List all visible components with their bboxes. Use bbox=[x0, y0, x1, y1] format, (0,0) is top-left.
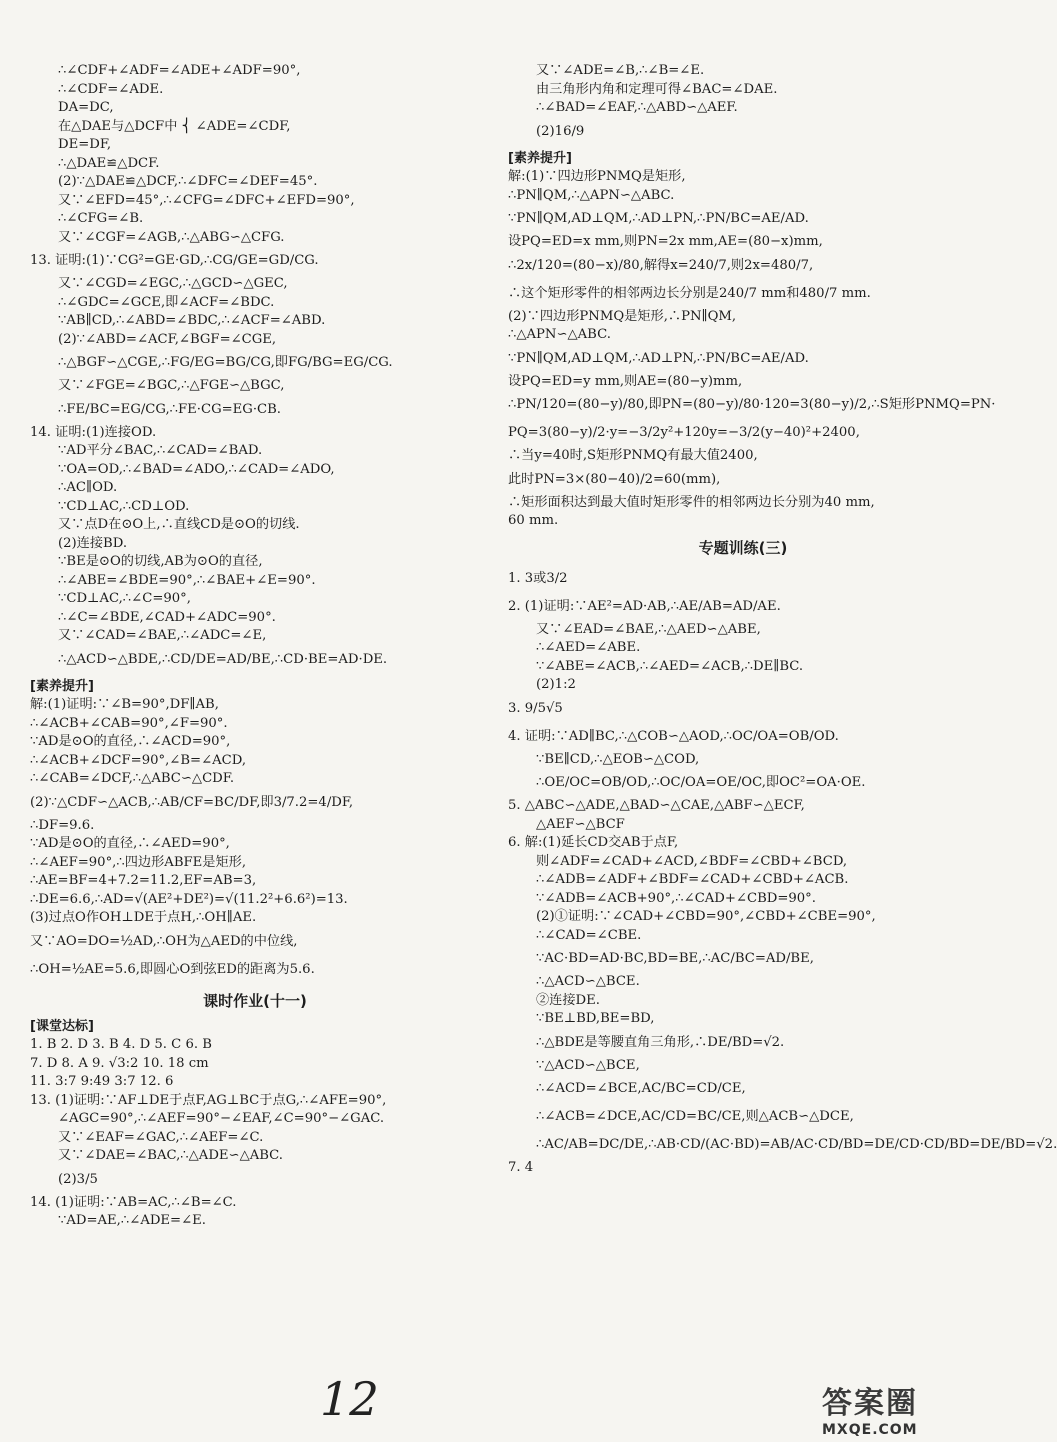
text-line: 又∵点D在⊙O上,∴直线CD是⊙O的切线. bbox=[58, 517, 300, 532]
text-line: (2)∵∠ABD=∠ACF,∠BGF=∠CGE, bbox=[58, 331, 277, 347]
left-column bbox=[30, 62, 480, 1231]
text-line: ∴∠CAB=∠DCF,∴△ABC∽△CDF. bbox=[30, 771, 235, 786]
text-line: ∴∠CFG=∠B. bbox=[58, 211, 144, 226]
text-line: ∴OH=½AE=5.6,即圆心O到弦ED的距离为5.6. bbox=[30, 961, 315, 977]
text-line: 此时PN=3×(80−40)/2=60(mm), bbox=[508, 471, 721, 487]
text-line: 11. 3:7 9:49 3:7 12. 6 bbox=[30, 1074, 174, 1089]
text-line: ∵∠ABE=∠ACB,∴∠AED=∠ACB,∴DE∥BC. bbox=[536, 658, 804, 674]
text-line: 4. 证明:∵AD∥BC,∴△COB∽△AOD,∴OC/OA=OB/OD. bbox=[508, 728, 839, 744]
text-line: 14. (1)证明:∵AB=AC,∴∠B=∠C. bbox=[30, 1194, 237, 1210]
text-line: ∴∠GDC=∠GCE,即∠ACF=∠BDC. bbox=[58, 294, 275, 310]
text-line: (3)过点O作OH⊥DE于点H,∴OH∥AE. bbox=[30, 910, 257, 925]
text-line: 又∵∠CAD=∠BAE,∴∠ADC=∠E, bbox=[58, 628, 267, 643]
text-line: ∵OA=OD,∴∠BAD=∠ADO,∴∠CAD=∠ADO, bbox=[58, 461, 335, 477]
text-line: [课堂达标] bbox=[30, 1018, 94, 1034]
text-line: (2)连接BD. bbox=[58, 535, 128, 551]
text-line: (2)①证明:∵∠CAD+∠CBD=90°,∠CBD+∠CBE=90°, bbox=[536, 909, 876, 924]
text-line: 解:(1)证明:∵∠B=90°,DF∥AB, bbox=[30, 697, 219, 712]
text-line: 7. D 8. A 9. √3:2 10. 18 cm bbox=[30, 1055, 209, 1071]
text-line: ∵BE是⊙O的切线,AB为⊙O的直径, bbox=[58, 554, 263, 569]
text-line: ∴当y=40时,S矩形PNMQ有最大值2400, bbox=[508, 448, 758, 463]
text-line: ∴∠ACB+∠CAB=90°,∠F=90°. bbox=[30, 715, 228, 731]
text-line: ∴∠ACD=∠BCE,AC/BC=CD/CE, bbox=[536, 1081, 746, 1096]
text-line: (2)3/5 bbox=[58, 1171, 98, 1187]
text-line: 设PQ=ED=x mm,则PN=2x mm,AE=(80−x)mm, bbox=[508, 234, 823, 249]
text-line: ∵CD⊥AC,∴CD⊥OD. bbox=[58, 498, 190, 514]
text-line: ∴∠ABE=∠BDE=90°,∴∠BAE+∠E=90°. bbox=[58, 572, 316, 588]
text-line: ∵AD是⊙O的直径,∴∠ACD=90°, bbox=[30, 734, 231, 749]
text-line: 2. (1)证明:∵AE²=AD·AB,∴AE/AB=AD/AE. bbox=[508, 598, 781, 614]
text-line: 又∵∠CGF=∠AGB,∴△ABG∽△CFG. bbox=[58, 229, 285, 245]
text-line: ∴∠AED=∠ABE. bbox=[536, 640, 641, 655]
text-line: ∵PN∥QM,AD⊥QM,∴AD⊥PN,∴PN/BC=AE/AD. bbox=[508, 211, 809, 226]
text-line: ∴DE=6.6,∴AD=√(AE²+DE²)=√(11.2²+6.6²)=13. bbox=[30, 891, 348, 907]
text-line: ∴DF=9.6. bbox=[30, 817, 95, 833]
text-line: 3. 9/5√5 bbox=[508, 700, 563, 716]
text-line: ∵AD平分∠BAC,∴∠CAD=∠BAD. bbox=[58, 443, 263, 458]
text-line: 1. B 2. D 3. B 4. D 5. C 6. B bbox=[30, 1037, 212, 1052]
text-line: ∴2x/120=(80−x)/80,解得x=240/7,则2x=480/7, bbox=[508, 257, 814, 273]
text-line: ∵BE∥CD,∴△EOB∽△COD, bbox=[536, 751, 700, 767]
text-line: ∴这个矩形零件的相邻两边长分别是240/7 mm和480/7 mm. bbox=[508, 285, 871, 301]
text-line: 又∵∠FGE=∠BGC,∴△FGE∽△BGC, bbox=[58, 378, 285, 393]
text-line: [素养提升] bbox=[508, 150, 572, 166]
text-line: ∵AD是⊙O的直径,∴∠AED=90°, bbox=[30, 836, 230, 851]
text-line: ∴∠ADB=∠ADF+∠BDF=∠CAD+∠CBD+∠ACB. bbox=[536, 872, 849, 887]
text-line: ∴FE/BC=EG/CG,∴FE·CG=EG·CB. bbox=[58, 401, 281, 417]
text-line: 则∠ADF=∠CAD+∠ACD,∠BDF=∠CBD+∠BCD, bbox=[536, 853, 848, 869]
watermark bbox=[822, 1378, 992, 1438]
text-line: 7. 4 bbox=[508, 1160, 534, 1175]
text-line: ∴AE=BF=4+7.2=11.2,EF=AB=3, bbox=[30, 873, 257, 888]
text-line: ∴△BDE是等腰直角三角形,∴DE/BD=√2. bbox=[536, 1034, 785, 1050]
watermark-text: 答案圈 bbox=[822, 1386, 918, 1421]
text-line: ∴∠ACB=∠DCE,AC/CD=BC/CE,则△ACB∽△DCE, bbox=[536, 1109, 854, 1124]
text-line: ∴△DAE≌△DCF. bbox=[58, 155, 160, 171]
text-line: △AEF∽△BCF bbox=[536, 816, 625, 832]
text-line: ∴∠CAD=∠CBE. bbox=[536, 927, 642, 943]
text-line: 在△DAE与△DCF中 ⎨ ∠ADE=∠CDF, bbox=[58, 118, 291, 134]
text-line: 14. 证明:(1)连接OD. bbox=[30, 424, 157, 440]
text-line: ∴△BGF∽△CGE,∴FG/EG=BG/CG,即FG/BG=EG/CG. bbox=[58, 355, 393, 370]
text-line: 课时作业(十一) bbox=[203, 991, 307, 1010]
text-line: ∵AC·BD=AD·BC,BD=BE,∴AC/BC=AD/BE, bbox=[536, 951, 814, 966]
text-line: ∴∠CDF+∠ADF=∠ADE+∠ADF=90°, bbox=[58, 63, 301, 78]
text-line: 又∵∠EAF=∠GAC,∴∠AEF=∠C. bbox=[58, 1129, 264, 1145]
text-line: ∴∠BAD=∠EAF,∴△ABD∽△AEF. bbox=[536, 100, 738, 115]
text-line: ∴∠CDF=∠ADE. bbox=[58, 81, 164, 97]
watermark-url: MXQE.COM bbox=[822, 1422, 918, 1438]
text-line: 又∵∠ADE=∠B,∴∠B=∠E. bbox=[536, 63, 705, 78]
text-line: ∵AB∥CD,∴∠ABD=∠BDC,∴∠ACF=∠ABD. bbox=[58, 313, 326, 328]
text-line: ∴∠ACB+∠DCF=90°,∠B=∠ACD, bbox=[30, 752, 247, 768]
text-line: 6. 解:(1)延长CD交AB于点F, bbox=[508, 835, 679, 850]
handwritten-page-number: 12 bbox=[314, 1372, 385, 1426]
text-line: ∴OE/OC=OB/OD,∴OC/OA=OE/OC,即OC²=OA·OE. bbox=[536, 775, 866, 790]
text-line: ∴∠C=∠BDE,∠CAD+∠ADC=90°. bbox=[58, 609, 276, 625]
text-line: [素养提升] bbox=[30, 678, 94, 694]
text-line: 5. △ABC∽△ADE,△BAD∽△CAE,△ABF∽△ECF, bbox=[508, 798, 805, 813]
text-line: (2)∵四边形PNMQ是矩形,∴PN∥QM, bbox=[508, 308, 737, 324]
text-line: DA=DC, bbox=[58, 100, 114, 115]
text-line: ∴△ACD∽△BCE. bbox=[536, 974, 640, 989]
text-line: ∴矩形面积达到最大值时矩形零件的相邻两边长分别为40 mm, bbox=[508, 494, 875, 510]
text-line: ∵CD⊥AC,∴∠C=90°, bbox=[58, 591, 191, 606]
text-line: ∵PN∥QM,AD⊥QM,∴AD⊥PN,∴PN/BC=AE/AD. bbox=[508, 350, 809, 366]
text-line: (2)∵△CDF∽△ACB,∴AB/CF=BC/DF,即3/7.2=4/DF, bbox=[30, 794, 354, 810]
text-line: 又∵∠EAD=∠BAE,∴△AED∽△ABE, bbox=[536, 621, 761, 637]
text-line: DE=DF, bbox=[58, 137, 112, 152]
text-line: ∴△APN∽△ABC. bbox=[508, 327, 611, 342]
text-line: 13. 证明:(1)∵CG²=GE·GD,∴CG/GE=GD/CG. bbox=[30, 253, 319, 268]
text-line: ∵∠ADB=∠ACB+90°,∴∠CAD+∠CBD=90°. bbox=[536, 890, 816, 906]
text-line: 又∵∠CGD=∠EGC,∴△GCD∽△GEC, bbox=[58, 276, 288, 291]
text-line: ∴PN/120=(80−y)/80,即PN=(80−y)/80·120=3(80−y)/2,∴S矩形PNMQ=PN· bbox=[508, 397, 996, 412]
text-line: 设PQ=ED=y mm,则AE=(80−y)mm, bbox=[508, 373, 743, 389]
text-line: 1. 3或3/2 bbox=[508, 570, 568, 586]
text-line: (2)1:2 bbox=[536, 677, 576, 692]
text-line: ∴∠AEF=90°,∴四边形ABFE是矩形, bbox=[30, 854, 247, 870]
text-line: ∵AD=AE,∴∠ADE=∠E. bbox=[58, 1213, 206, 1228]
text-line: (2)16/9 bbox=[536, 123, 585, 139]
text-line: (2)∵△DAE≌△DCF,∴∠DFC=∠DEF=45°. bbox=[58, 174, 318, 189]
text-line: 又∵AO=DO=½AD,∴OH为△AED的中位线, bbox=[30, 933, 298, 949]
text-line: 又∵∠EFD=45°,∴∠CFG=∠DFC+∠EFD=90°, bbox=[58, 192, 355, 208]
text-line: 专题训练(三) bbox=[698, 538, 788, 557]
text-line: ∴AC/AB=DC/DE,∴AB·CD/(AC·BD)=AB/AC·CD/BD=DE/CD·CD/BD=DE/BD=√2. bbox=[536, 1137, 1057, 1152]
text-line: ∴AC∥OD. bbox=[58, 480, 118, 495]
text-line: 由三角形内角和定理可得∠BAC=∠DAE. bbox=[536, 81, 778, 97]
text-line: 解:(1)∵四边形PNMQ是矩形, bbox=[508, 169, 686, 184]
right-column bbox=[508, 62, 1057, 1178]
text-line: ∵△ACD∽△BCE, bbox=[536, 1057, 640, 1073]
text-line: ∵BE⊥BD,BE=BD, bbox=[536, 1011, 655, 1026]
text-line: ②连接DE. bbox=[536, 992, 600, 1008]
text-line: 又∵∠DAE=∠BAC,∴△ADE∽△ABC. bbox=[58, 1148, 283, 1163]
text-line: ∠AGC=90°,∴∠AEF=90°−∠EAF,∠C=90°−∠GAC. bbox=[58, 1111, 385, 1126]
text-line: 13. (1)证明:∵AF⊥DE于点F,AG⊥BC于点G,∴∠AFE=90°, bbox=[30, 1092, 387, 1108]
text-line: PQ=3(80−y)/2·y=−3/2y²+120y=−3/2(y−40)²+2400, bbox=[508, 425, 860, 440]
text-line: ∴△ACD∽△BDE,∴CD/DE=AD/BE,∴CD·BE=AD·DE. bbox=[58, 651, 388, 667]
text-line: 60 mm. bbox=[508, 513, 559, 528]
text-line: ∴PN∥QM,∴△APN∽△ABC. bbox=[508, 187, 675, 203]
